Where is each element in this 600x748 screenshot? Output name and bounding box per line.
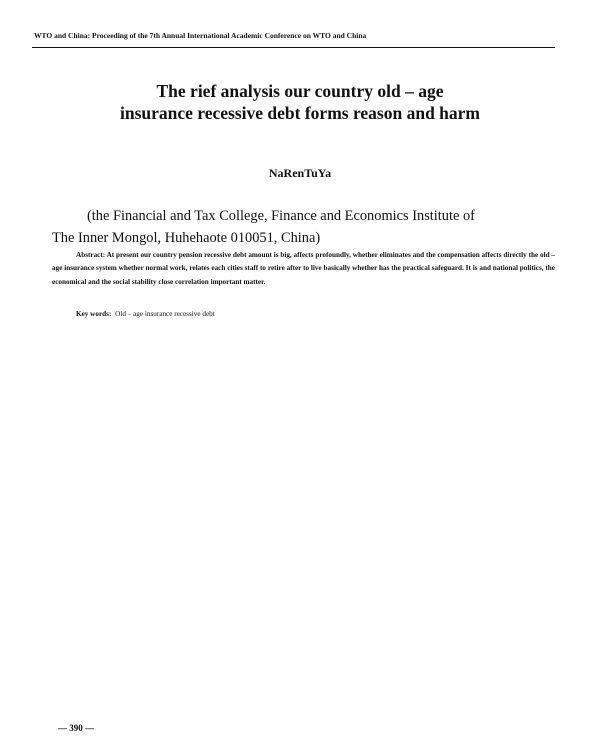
page-number: — 390 — — [58, 723, 94, 733]
keywords-label: Key words: — [76, 310, 112, 318]
affiliation-line-1: (the Financial and Tax College, Finance and Economics Institute of — [87, 208, 475, 224]
affiliation — [52, 205, 557, 249]
author-name: NaRenTuYa — [268, 166, 332, 180]
abstract-text: At present our country pension recessive debt amount is big, affects profoundly, whether eliminates and the compensation affects directly the old – age insurance system whether normal work, relates each cities staff to retire after to live basically whether has the practical safeguard. It is and national politics, the economical and the social stability close correlation important matter. — [52, 251, 555, 286]
title-line-2: insurance recessive debt forms reason and harm — [119, 103, 481, 123]
affiliation-line-2: The Inner Mongol, Huhehaote 010051, China) — [52, 230, 321, 246]
header-rule — [32, 47, 555, 48]
keywords — [76, 310, 476, 318]
title-line-1: The rief analysis our country old – age — [156, 81, 444, 101]
abstract-label: Abstract: — [76, 251, 106, 259]
running-head: WTO and China: Proceeding of the 7th Annual International Academic Conference on WTO and China — [34, 31, 367, 40]
keywords-text: Old – age insurance recessive debt — [115, 310, 215, 318]
paper-title — [60, 80, 540, 124]
abstract — [52, 249, 555, 289]
